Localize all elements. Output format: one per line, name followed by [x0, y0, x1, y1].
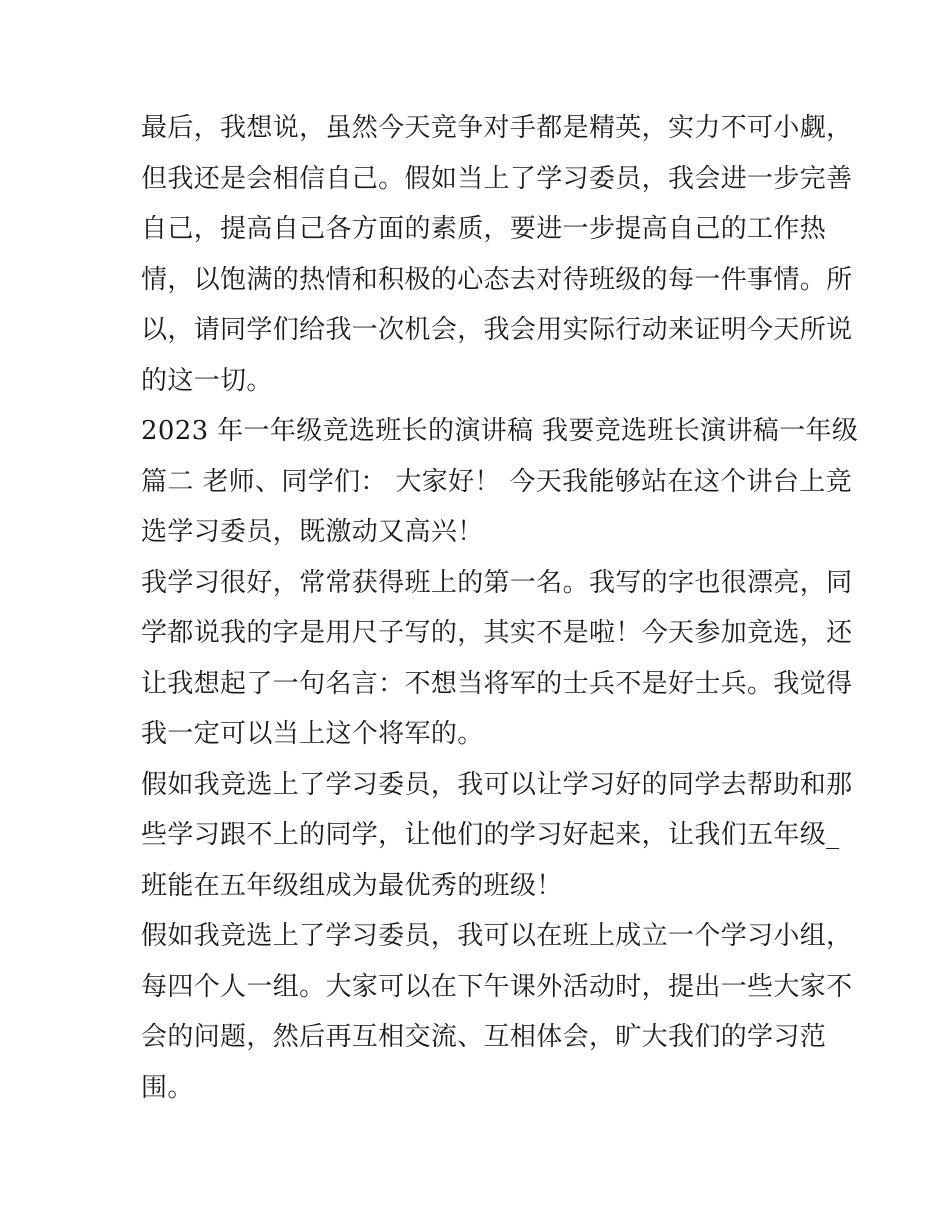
text-line-15: 些学习跟不上的同学，让他们的学习好起来，让我们五年级_	[141, 820, 840, 850]
text-line-12: 让我想起了一句名言：不想当将军的士兵不是好士兵。我觉得	[141, 668, 853, 699]
text-line-2: 但我还是会相信自己。假如当上了学习委员，我会进一步完善	[141, 163, 853, 194]
text-line-16: 班能在五年级组成为最优秀的班级！	[141, 870, 563, 901]
text-line-14: 假如我竞选上了学习委员，我可以让学习好的同学去帮助和那	[141, 769, 853, 800]
text-line-17: 假如我竞选上了学习委员，我可以在班上成立一个学习小组，	[141, 921, 853, 951]
section-heading-line-2: 篇二 老师、同学们： 大家好！ 今天我能够站在这个讲台上竞	[141, 466, 852, 497]
text-line-5: 以，请同学们给我一次机会，我会用实际行动来证明今天所说	[141, 315, 853, 345]
text-line-18: 每四个人一组。大家可以在下午课外活动时，提出一些大家不	[141, 971, 853, 1002]
text-line-20: 围。	[141, 1072, 194, 1103]
text-line-4: 情，以饱满的热情和积极的心态去对待班级的每一件事情。所	[141, 264, 853, 295]
text-line-9: 选学习委员，既激动又高兴！	[141, 517, 484, 547]
text-line-10: 我学习很好，常常获得班上的第一名。我写的字也很漂亮，同	[141, 567, 853, 598]
text-line-3: 自己，提高自己各方面的素质，要进一步提高自己的工作热	[141, 214, 827, 244]
text-line-13: 我一定可以当上这个将军的。	[141, 719, 484, 749]
text-line-1: 最后，我想说，虽然今天竞争对手都是精英，实力不可小觑，	[141, 113, 853, 143]
document-body	[141, 103, 859, 1113]
section-heading-line-1: 2023 年一年级竞选班长的演讲稿 我要竞选班长演讲稿一年级	[141, 416, 859, 446]
text-line-6: 的这一切。	[141, 365, 273, 396]
text-line-11: 学都说我的字是用尺子写的，其实不是啦！今天参加竞选，还	[141, 618, 853, 648]
text-line-19: 会的问题，然后再互相交流、互相体会，旷大我们的学习范	[141, 1022, 827, 1052]
